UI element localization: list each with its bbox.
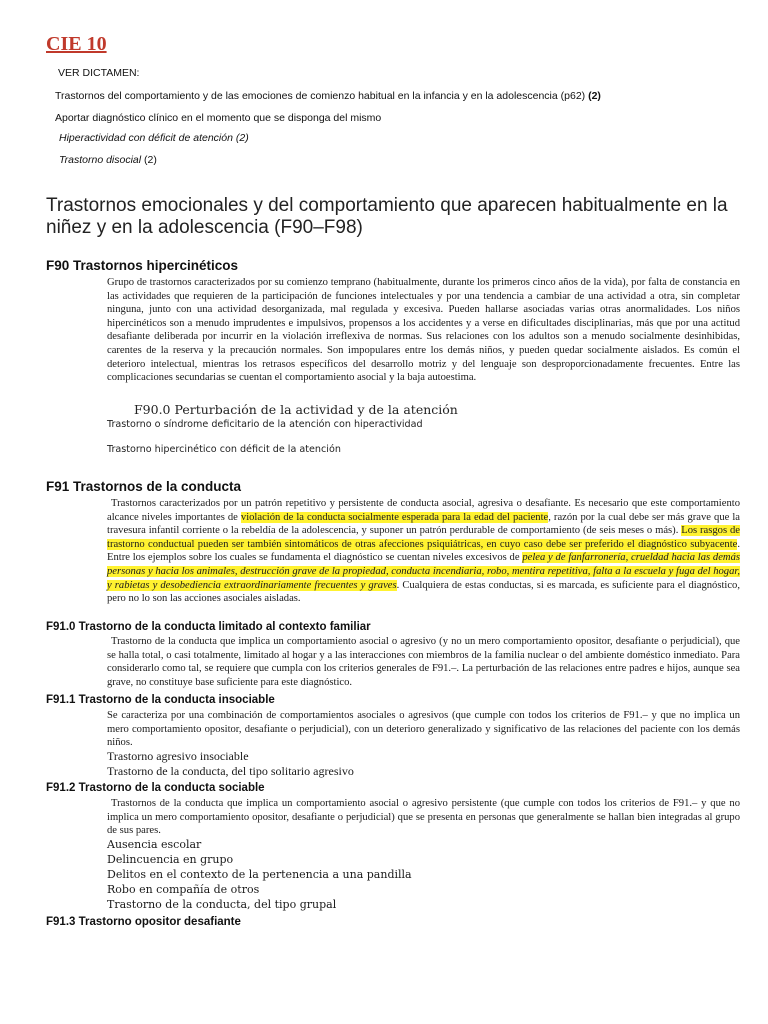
intro-line-2: Aportar diagnóstico clínico en el momento que se disponga del mismo — [55, 112, 382, 124]
intro-line-1-count: (2) — [588, 90, 601, 102]
f90-paragraph: Grupo de trastornos caracterizados por su comienzo temprano (habitualmente, durante los primeros cinco años de la vida), por falta de constancia en las actividades que requieren de la participación de funciones intelectuales y por una tendencia a cambiar de una actividad a otra, sin completar ninguna, junto con una actividad desorganizada, mal regulada y excesiva. Pueden hallarse asociadas varias otras anormalidades. Los niños hipercinéticos son a menudo imprudentes e impulsivos, propensos a los accidentes y a verse en dificultades disciplinarias, más que por una actitud desafiante deliberada por incurrir en la violación irreflexiva de normas. Sus relaciones con los adultos son a menudo socialmente desinhibidas, carentes de la reserva y la precaución normales. Son impopulares entre los demás niños, y pueden quedar socialmente aislados. Es común el deterioro intelectual, mientras los retrasos específicos del desarrollo motriz y del lenguaje son desproporcionadamente frecuentes. Entre las complicaciones secundarias se cuentan el comportamiento asocial y la baja autoestima. — [107, 277, 740, 384]
intro-line-1 — [55, 90, 601, 102]
f91-text-part-3: . Entre los ejemplos sobre los cuales se fundamenta el diagnóstico se cuentan niveles excesivos de — [107, 538, 740, 564]
f912-item-4: Robo en compañía de otros — [107, 883, 260, 896]
f900-title: F90.0 Perturbación de la actividad y de la atención — [134, 402, 458, 417]
f900-synonym-1: Trastorno o síndrome deficitario de la atención con hiperactividad — [107, 419, 423, 430]
f91-heading: F91 Trastornos de la conducta — [46, 479, 242, 494]
f912-heading: F91.2 Trastorno de la conducta sociable — [46, 782, 265, 794]
f911-paragraph: Se caracteriza por una combinación de comportamientos asociales o agresivos (que cumple con todos los criterios de F91.– y que no implica un mero comportamiento opositor, desafiante o perjudicial), con un deterioro generalizado y significativo de las relaciones del paciente con los demás niños. — [107, 710, 740, 749]
f911-item-2: Trastorno de la conducta, del tipo solitario agresivo — [107, 764, 354, 778]
intro-line-4-count: (2) — [144, 154, 157, 166]
intro-line-3: Hiperactividad con déficit de atención (2) — [59, 132, 249, 144]
intro-line-4-italic: Trastorno disocial — [59, 154, 142, 166]
f911-heading: F91.1 Trastorno de la conducta insociable — [46, 694, 275, 706]
f911-item-1: Trastorno agresivo insociable — [107, 749, 249, 763]
f91-text-part-4: . Cualquiera de estas conductas, si es marcada, es suficiente para el diagnóstico, pero no lo son las acciones asociales aisladas. — [107, 579, 740, 605]
f91-text-part-2: , razón por la cual debe ser más grave que la travesura infantil corriente o la rebeldía de la adolescencia, y suponer un patrón perdurable de comportamiento (de seis meses o más). — [107, 511, 740, 537]
document-title: CIE 10 — [46, 33, 107, 55]
f910-paragraph: Trastorno de la conducta que implica un comportamiento asocial o agresivo (y no un mero comportamiento opositor, desafiante o perjudicial), que se halla total, o casi totalmente, limitado al hogar y a las interacciones con miembros de la familia nuclear o del ambiente doméstico inmediato. Para considerarlo como tal, se requiere que cumpla con los criterios generales de F91.–. La perturbación de las relaciones entre padres e hijos, aunque sea grave, no constituye base suficiente para este diagnóstico. — [107, 636, 740, 688]
main-heading: Trastornos emocionales y del comportamiento que aparecen habitualmente en la niñez y en la adolescencia (F90–F98) — [46, 195, 728, 238]
f91-text-part-1: Trastornos caracterizados por un patrón repetitivo y persistente de conducta asocial, agresiva o desafiante. Es necesario que este comportamiento alcance niveles importantes de — [107, 498, 740, 523]
f912-item-1: Ausencia escolar — [107, 838, 202, 851]
f91-paragraph — [107, 497, 740, 606]
f912-item-3: Delitos en el contexto de la pertenencia a una pandilla — [107, 868, 412, 881]
ver-dictamen-label: VER DICTAMEN: — [58, 67, 140, 79]
f91-highlight-2: Los rasgos de trastorno conductual pueden ser también sintomáticos de otras afecciones psiquiátricas, en cuyo caso debe ser preferido el diagnóstico subyacente — [107, 525, 740, 550]
f912-item-5: Trastorno de la conducta, del tipo grupal — [107, 898, 337, 911]
f91-highlight-3: pelea y de fanfarronería, crueldad hacia las demás personas y hacia los animales, destrucción grave de la propiedad, conducta incendiaria, robo, mentira repetitiva, falta a la escuela y fuga del hogar, y rabietas y desobediencia extraordinariamente frecuentes y graves — [107, 552, 741, 591]
f910-heading: F91.0 Trastorno de la conducta limitado al contexto familiar — [46, 621, 371, 633]
f913-heading: F91.3 Trastorno opositor desafiante — [46, 916, 241, 928]
intro-line-4 — [59, 154, 157, 166]
f900-synonym-2: Trastorno hipercinético con déficit de la atención — [107, 444, 341, 455]
f912-item-2: Delincuencia en grupo — [107, 853, 234, 866]
f912-paragraph: Trastornos de la conducta que implica un comportamiento asocial o agresivo persistente (que cumple con todos los criterios de F91.– y que no implica un mero comportamiento opositor, desafiante o perjudicial) que se presenta en personas que generalmente se hallan bien integradas al grupo de sus pares. — [107, 798, 740, 837]
intro-line-1-text: Trastornos del comportamiento y de las emociones de comienzo habitual en la infancia y en la adolescencia (p62) — [55, 90, 586, 102]
f91-highlight-1: violación de la conducta socialmente esperada para la edad del paciente — [240, 511, 549, 523]
f90-heading: F90 Trastornos hipercinéticos — [46, 258, 239, 273]
